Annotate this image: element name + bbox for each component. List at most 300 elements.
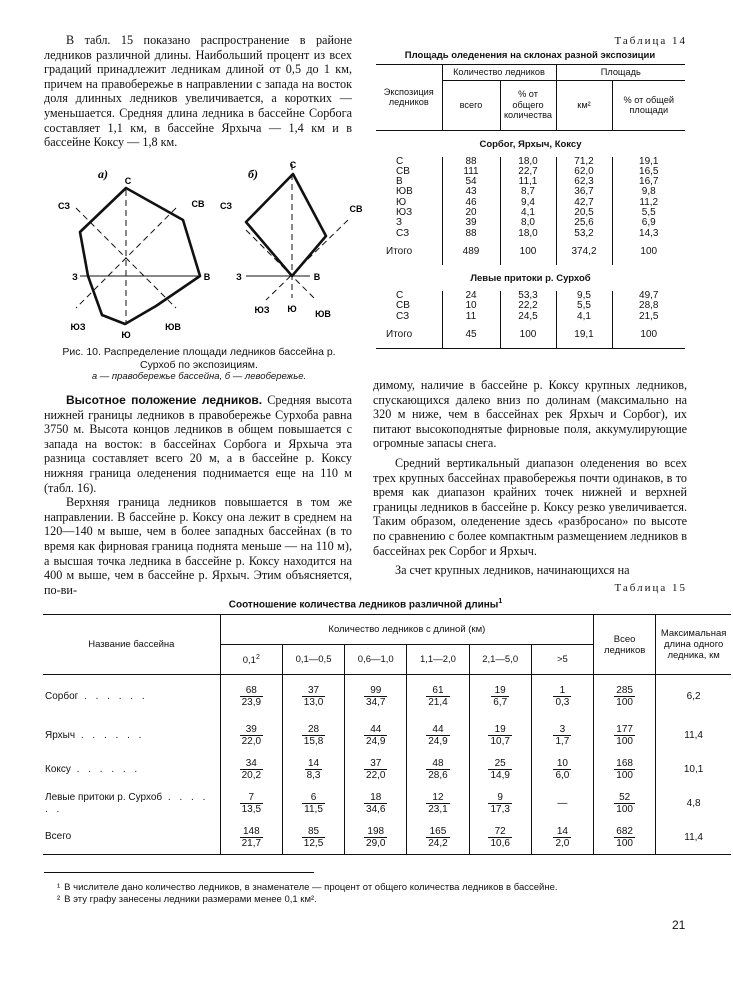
th15-col-label: >5 bbox=[556, 654, 568, 665]
fraction-denominator: 10,7 bbox=[490, 736, 510, 747]
fraction bbox=[488, 758, 511, 781]
dir-nw-b: СЗ bbox=[219, 201, 233, 211]
table14-row-cell: 21,5 bbox=[612, 312, 685, 322]
table14-row-cell: 53,3 bbox=[500, 291, 556, 301]
table14-total-2-cell: Итого bbox=[386, 329, 413, 341]
dir-nw-a: СЗ bbox=[57, 201, 71, 211]
total-cell bbox=[594, 753, 656, 787]
fraction bbox=[302, 826, 325, 849]
fraction bbox=[553, 685, 571, 708]
table15-row bbox=[43, 753, 731, 787]
dir-ne-a: СВ bbox=[191, 199, 205, 209]
fraction-numerator: 285 bbox=[616, 685, 633, 697]
table14-row-cell: 8,0 bbox=[500, 218, 556, 228]
left-middle-p1: Средняя высота нижней границы ледников в правобережье Сурхоба равна 3750 м. Высота концов ледников в общем повышается с запада на восток: в бассейнах Сорбога и Ярхыча эта разница составляет всего 20 м, а в бассейне р. Коксу нижняя граница оледенения поднимается еще на 110 м (табл. 16). bbox=[44, 393, 353, 495]
fraction-denominator: 100 bbox=[616, 770, 633, 781]
fraction-denominator: 24,2 bbox=[428, 837, 448, 849]
max-length-cell: 4,8 bbox=[656, 787, 731, 821]
fraction-numerator: 52 bbox=[614, 792, 635, 804]
basin-name-text: Сорбог bbox=[45, 690, 79, 702]
count-cell bbox=[531, 753, 593, 787]
footnote bbox=[57, 882, 687, 894]
footnote-text: В числителе дано количество ледников, в знаменателе — процент от общего количества ледников в бассейне. bbox=[64, 882, 558, 893]
th15-col bbox=[345, 645, 407, 675]
fraction-numerator: 34 bbox=[240, 758, 263, 770]
basin-name bbox=[43, 753, 220, 787]
count-cell bbox=[531, 821, 593, 855]
label-b: б) bbox=[248, 167, 258, 181]
count-cell bbox=[469, 675, 531, 719]
table14 bbox=[376, 64, 685, 349]
fraction bbox=[426, 826, 449, 849]
fraction-numerator: 10 bbox=[553, 758, 571, 770]
fraction bbox=[614, 758, 635, 781]
fraction-denominator: 12,5 bbox=[303, 837, 324, 849]
fraction bbox=[614, 685, 635, 708]
figure-10 bbox=[40, 160, 363, 340]
count-cell bbox=[469, 787, 531, 821]
th15-col bbox=[220, 645, 282, 675]
table14-section-1 bbox=[376, 130, 685, 157]
fraction-denominator: 24,9 bbox=[428, 736, 448, 747]
table15-row bbox=[43, 719, 731, 753]
exposure-diagrams bbox=[40, 160, 363, 345]
leader-dots: . . . . . . bbox=[75, 729, 145, 741]
fraction-denominator: 28,6 bbox=[428, 770, 448, 781]
table14-row-cell: 36,7 bbox=[556, 187, 612, 197]
fraction bbox=[426, 758, 449, 781]
fraction-numerator: 14 bbox=[553, 826, 571, 838]
table14-row-cell: 39 bbox=[442, 218, 500, 228]
fraction-denominator: 100 bbox=[616, 804, 633, 815]
diagram-a bbox=[58, 167, 211, 340]
table15 bbox=[43, 614, 731, 855]
total-cell bbox=[594, 719, 656, 753]
table14-row-cell: 88 bbox=[442, 157, 500, 167]
table14-row-cell: 5,5 bbox=[612, 208, 685, 218]
fraction-denominator: 100 bbox=[616, 736, 633, 747]
table14-row-cell: 49,7 bbox=[612, 291, 685, 301]
table14-row-cell: 14,3 bbox=[612, 229, 685, 239]
footnote-rule bbox=[44, 872, 314, 873]
fraction bbox=[240, 758, 263, 781]
table14-row-cell: 4,1 bbox=[556, 312, 612, 322]
table14-row-cell: ЮЗ bbox=[396, 206, 413, 218]
caption-legend: а — правобережье бассейна, б — левобережье. bbox=[91, 371, 307, 382]
th-pct-count: % от общего количества bbox=[500, 80, 556, 130]
table14-row-cell: 8,7 bbox=[500, 187, 556, 197]
basin-name-text: Всего bbox=[45, 831, 72, 843]
count-cell bbox=[345, 719, 407, 753]
leader-dots: . . . . . . bbox=[45, 791, 209, 815]
right-middle-p1: димому, наличие в бассейне р. Коксу крупных ледников, спускающихся далеко вниз по долинам (максимально на 320 м ниже, чем в бассейнах рек Ярхыч и Сорбог), их питают высокоподнятые фирновые поля, аккумулирующие огромные запасы снега. bbox=[373, 378, 687, 451]
fraction bbox=[364, 758, 387, 781]
table15-title bbox=[44, 598, 687, 610]
fraction-denominator: 23,9 bbox=[241, 697, 262, 709]
fraction-denominator: 29,0 bbox=[366, 837, 386, 849]
left-middle-text bbox=[44, 393, 352, 597]
fraction bbox=[488, 826, 511, 849]
fraction bbox=[553, 758, 571, 781]
fraction bbox=[553, 724, 571, 747]
basin-name-text: Ярхыч bbox=[45, 729, 76, 741]
th15-col bbox=[407, 645, 469, 675]
dir-sw-a: ЮЗ bbox=[70, 322, 86, 332]
table15-title-sup: 1 bbox=[498, 598, 503, 605]
fraction-numerator: 6 bbox=[302, 792, 325, 804]
max-length-cell: 11,4 bbox=[656, 821, 731, 855]
fraction-numerator: 72 bbox=[488, 826, 511, 838]
th15-col-label: 0,1—0,5 bbox=[295, 654, 332, 665]
table14-row-cell: 11 bbox=[442, 312, 500, 322]
fraction-numerator: 198 bbox=[364, 826, 387, 838]
footnote-mark: ¹ bbox=[57, 882, 61, 893]
right-middle-p3: За счет крупных ледников, начинающихся на bbox=[395, 563, 630, 578]
fraction-denominator: 24,9 bbox=[366, 736, 386, 747]
dir-e-b: В bbox=[313, 272, 321, 282]
fraction-denominator: 100 bbox=[616, 837, 633, 849]
fraction bbox=[614, 792, 635, 815]
table14-total-2-cell: 45 bbox=[442, 322, 500, 349]
count-cell bbox=[220, 675, 282, 719]
table15-title-text: Соотношение количества ледников различной длины bbox=[228, 599, 499, 611]
dir-se-b: ЮВ bbox=[315, 309, 331, 319]
dir-e-a: В bbox=[203, 272, 211, 282]
table14-total-1-cell: 100 bbox=[612, 239, 685, 265]
total-cell bbox=[594, 787, 656, 821]
right-middle-text bbox=[373, 378, 687, 578]
fraction bbox=[614, 826, 635, 849]
fraction-denominator: 22,0 bbox=[366, 770, 386, 781]
fraction-denominator: 0,3 bbox=[555, 697, 570, 709]
count-cell bbox=[345, 821, 407, 855]
polygon-a bbox=[80, 188, 200, 324]
right-middle-p2: Средний вертикальный диапазон оледенения во всех трех крупных бассейнах правобережья почти одинаков, в то время как диапазон крайних точек нижней и верхней границы ледников в бассейне р. Коксу резко увеличивается. Таким образом, оледенение здесь «разбросано» по высоте по сравнению с более компактным размещением ледников в бассейнах рек Сорбог и Ярхыч. bbox=[373, 455, 687, 558]
page-number: 21 bbox=[672, 918, 686, 932]
footnotes bbox=[57, 882, 687, 906]
polygon-b bbox=[246, 174, 326, 276]
table14-row-cell: 46 bbox=[442, 198, 500, 208]
count-cell bbox=[469, 719, 531, 753]
fraction-numerator: 37 bbox=[302, 685, 325, 697]
max-length-cell: 11,4 bbox=[656, 719, 731, 753]
leader-dots: . . . . . . bbox=[78, 690, 148, 702]
count-cell bbox=[345, 675, 407, 719]
table14-total-1 bbox=[376, 239, 685, 265]
table14-row-cell: 11,1 bbox=[500, 177, 556, 187]
fraction bbox=[553, 826, 571, 849]
fraction bbox=[364, 792, 387, 815]
count-cell bbox=[220, 719, 282, 753]
th15-group: Количество ледников с длиной (км) bbox=[220, 615, 593, 645]
fraction-numerator: 18 bbox=[364, 792, 387, 804]
footnote-text: В эту графу занесены ледники размерами менее 0,1 км². bbox=[64, 894, 317, 905]
empty-dash: — bbox=[557, 798, 568, 809]
fraction-numerator: 68 bbox=[240, 685, 263, 697]
count-cell bbox=[220, 753, 282, 787]
max-length-cell: 10,1 bbox=[656, 753, 731, 787]
th-area-group: Площадь bbox=[556, 65, 685, 81]
footnote-mark: ² bbox=[57, 894, 61, 905]
table15-row bbox=[43, 821, 731, 855]
count-cell bbox=[282, 821, 344, 855]
table14-row-cell: 16,7 bbox=[612, 177, 685, 187]
fraction-numerator: 1 bbox=[553, 685, 571, 697]
table14-section-2-label: Левые притоки р. Сурхоб bbox=[470, 273, 591, 285]
fraction bbox=[240, 792, 263, 815]
table14-row-cell: 4,1 bbox=[500, 208, 556, 218]
th15-max: Максимальная длина одного ледника, км bbox=[656, 615, 731, 675]
fraction-numerator: 28 bbox=[302, 724, 325, 736]
table15-row bbox=[43, 675, 731, 719]
table14-row-cell: С bbox=[396, 155, 404, 167]
fraction-numerator: 7 bbox=[240, 792, 263, 804]
intro-paragraph bbox=[44, 33, 352, 150]
th15-basin: Название бассейна bbox=[43, 615, 220, 675]
table14-row-cell: 24 bbox=[442, 291, 500, 301]
total-cell bbox=[594, 675, 656, 719]
count-cell bbox=[345, 787, 407, 821]
table14-total-2-cell: 100 bbox=[612, 322, 685, 349]
fraction-numerator: 177 bbox=[616, 724, 633, 735]
count-cell bbox=[345, 753, 407, 787]
fraction-denominator: 15,8 bbox=[303, 736, 324, 747]
basin-name-text: Коксу bbox=[45, 763, 71, 775]
fraction bbox=[614, 724, 635, 747]
count-cell bbox=[220, 787, 282, 821]
table14-row-cell: 54 bbox=[442, 177, 500, 187]
fraction-numerator: 12 bbox=[426, 792, 449, 804]
figure-caption bbox=[44, 346, 354, 384]
th15-col bbox=[531, 645, 593, 675]
table14-row-cell: 42,7 bbox=[556, 198, 612, 208]
table14-section-1-label: Сорбог, Ярхыч, Коксу bbox=[479, 138, 582, 150]
left-middle-p2: Верхняя граница ледников повышается в том же направлении. В бассейне р. Коксу она лежит в среднем на 120—140 м выше, чем в более западных бассейнах (в то время как фирновая граница поднята меньше — на 110 м), а высшая точка ледника в бассейне р. Коксу находится на 400 м выше, чем в бассейне р. Ярхыч. Этим объясняется, по-ви- bbox=[44, 495, 352, 597]
table14-row-cell: 19,1 bbox=[612, 157, 685, 167]
th-exposure: Экспозиция ледников bbox=[376, 65, 442, 131]
th15-col-label: 0,1 bbox=[242, 655, 256, 667]
table14-row-cell: 18,0 bbox=[500, 157, 556, 167]
fraction-numerator: 682 bbox=[616, 825, 633, 837]
fraction bbox=[488, 792, 511, 815]
fraction bbox=[426, 792, 449, 815]
fraction-denominator: 20,2 bbox=[241, 770, 262, 781]
count-cell bbox=[407, 753, 469, 787]
th15-total: Всео ледников bbox=[594, 615, 656, 675]
th-km2: км² bbox=[556, 80, 612, 130]
table14-row-cell: 6,9 bbox=[612, 218, 685, 228]
th15-col-sup: 2 bbox=[255, 654, 260, 662]
table14-title: Площадь оледенения на склонах разной экспозиции bbox=[404, 50, 656, 61]
basin-name bbox=[43, 787, 220, 821]
fraction-numerator: 44 bbox=[364, 724, 387, 736]
count-cell bbox=[531, 719, 593, 753]
fraction-numerator: 14 bbox=[305, 758, 323, 770]
table14-row-cell: 111 bbox=[442, 167, 500, 177]
th-total: всего bbox=[442, 80, 500, 130]
fraction bbox=[488, 724, 511, 747]
table14-row-cell: В bbox=[396, 176, 403, 188]
table15-row bbox=[43, 787, 731, 821]
fraction-numerator: 25 bbox=[488, 758, 511, 770]
fraction-numerator: 148 bbox=[240, 826, 263, 838]
fraction-denominator: 34,6 bbox=[366, 804, 386, 815]
fraction-denominator: 22,0 bbox=[241, 736, 262, 747]
table14-row bbox=[376, 229, 685, 239]
table14-row bbox=[376, 312, 685, 322]
leader-dots: . . . . . . bbox=[70, 763, 141, 775]
count-cell bbox=[531, 675, 593, 719]
basin-name bbox=[43, 675, 220, 719]
table14-row-cell: 71,2 bbox=[556, 157, 612, 167]
fraction-denominator: 14,9 bbox=[490, 770, 510, 781]
table14-row-cell: С bbox=[396, 290, 404, 302]
th15-col-label: 1,1—2,0 bbox=[420, 654, 456, 665]
fraction-denominator: 6,0 bbox=[555, 770, 570, 781]
total-cell bbox=[594, 821, 656, 855]
fraction-numerator: 19 bbox=[488, 724, 511, 736]
max-length-cell: 6,2 bbox=[656, 675, 731, 719]
table14-row-cell: СЗ bbox=[396, 310, 410, 322]
table15-label: Таблица 15 bbox=[614, 582, 687, 594]
table14-total-1-cell: 100 bbox=[500, 239, 556, 265]
caption-text: Рис. 10. Распределение площади ледников бассейна р. Сурхоб по экспозициям. bbox=[62, 346, 336, 371]
table14-row-cell: 88 bbox=[442, 229, 500, 239]
th-pct-area: % от общей площади bbox=[612, 80, 685, 130]
table14-row-cell: 43 bbox=[442, 187, 500, 197]
table14-row-cell: 20 bbox=[442, 208, 500, 218]
fraction-numerator: 19 bbox=[491, 685, 509, 697]
fraction-numerator: 165 bbox=[426, 826, 449, 838]
table14-total-1-cell: 489 bbox=[442, 239, 500, 265]
fraction-denominator: 34,7 bbox=[366, 697, 386, 709]
fraction-numerator: 39 bbox=[240, 724, 263, 736]
fraction-numerator: 3 bbox=[553, 724, 571, 736]
th-count-group: Количество ледников bbox=[442, 65, 556, 81]
table14-row-cell: З bbox=[396, 217, 403, 229]
fraction-denominator: 13,5 bbox=[241, 804, 262, 815]
fraction-denominator: 10,6 bbox=[490, 837, 510, 849]
fraction-denominator: 6,7 bbox=[493, 697, 508, 709]
basin-name bbox=[43, 719, 220, 753]
count-cell bbox=[407, 719, 469, 753]
dir-s-a: Ю bbox=[121, 330, 131, 340]
fraction bbox=[302, 724, 325, 747]
fraction bbox=[240, 724, 263, 747]
fraction-denominator: 2,0 bbox=[555, 837, 570, 849]
table14-section-2 bbox=[376, 265, 685, 291]
fraction bbox=[364, 724, 387, 747]
fraction-denominator: 8,3 bbox=[306, 770, 321, 781]
count-cell bbox=[469, 821, 531, 855]
fraction bbox=[302, 792, 325, 815]
table14-row-cell: 25,6 bbox=[556, 218, 612, 228]
count-cell bbox=[469, 753, 531, 787]
table14-row-cell: Ю bbox=[396, 196, 407, 208]
table14-row-cell: СВ bbox=[396, 165, 410, 177]
fraction-numerator: 85 bbox=[302, 826, 325, 838]
dir-s-b: Ю bbox=[287, 304, 297, 314]
table14-row-cell: 24,5 bbox=[500, 312, 556, 322]
fraction bbox=[302, 685, 325, 708]
diagram-b bbox=[220, 160, 363, 319]
dir-w-a: З bbox=[72, 272, 78, 282]
fraction bbox=[240, 685, 263, 708]
dir-ne-b: СВ bbox=[349, 204, 363, 214]
fraction bbox=[426, 724, 449, 747]
fraction-numerator: 99 bbox=[364, 685, 387, 697]
table14-row-cell: 18,0 bbox=[500, 229, 556, 239]
fraction bbox=[491, 685, 509, 708]
table14-row-cell: 9,5 bbox=[556, 291, 612, 301]
table14-row-cell: 16,5 bbox=[612, 167, 685, 177]
count-cell bbox=[531, 787, 593, 821]
fraction-denominator: 11,5 bbox=[304, 804, 323, 815]
fraction-denominator: 23,1 bbox=[428, 804, 448, 815]
count-cell bbox=[282, 675, 344, 719]
fraction-numerator: 61 bbox=[426, 685, 449, 697]
fraction-denominator: 17,3 bbox=[490, 804, 510, 815]
fraction-numerator: 37 bbox=[364, 758, 387, 770]
count-cell bbox=[282, 753, 344, 787]
table14-row-cell: СВ bbox=[396, 300, 410, 312]
th15-col bbox=[469, 645, 531, 675]
table14-total-2-cell: 19,1 bbox=[556, 322, 612, 349]
table14-row-cell: 20,5 bbox=[556, 208, 612, 218]
table14-row-cell: 28,8 bbox=[612, 301, 685, 311]
fraction-numerator: 168 bbox=[616, 758, 633, 769]
table14-row-cell: ЮВ bbox=[396, 186, 413, 198]
dir-se-a: ЮВ bbox=[165, 322, 181, 332]
table14-total-1-cell: 374,2 bbox=[556, 239, 612, 265]
table14-total-2 bbox=[376, 322, 685, 349]
table14-label: Таблица 14 bbox=[614, 35, 687, 47]
fraction-numerator: 48 bbox=[426, 758, 449, 770]
th15-col bbox=[282, 645, 344, 675]
section-heading: Высотное положение ледников. bbox=[66, 393, 263, 407]
fraction-denominator: 100 bbox=[616, 697, 633, 709]
fraction bbox=[426, 685, 449, 708]
fraction-numerator: 9 bbox=[488, 792, 511, 804]
fraction bbox=[240, 826, 263, 849]
count-cell bbox=[407, 675, 469, 719]
table14-row-cell: 62,0 bbox=[556, 167, 612, 177]
table14-row-cell: 53,2 bbox=[556, 229, 612, 239]
table14-row-cell: 22,2 bbox=[500, 301, 556, 311]
intro-text: В табл. 15 показано распространение в районе ледников различной длины. Наибольший процент из всех градаций принадлежит ледникам длиной от 0,5 до 1 км, причем на правобережье в направлении с запада на восток доля длинных ледников увеличивается, а коротких — уменьшается. Средняя длина ледника в бассейне Сорбога составляет 1,1 км, в бассейне Ярхыча — 1,4 км и в бассейне Коксу — 1,8 км. bbox=[44, 33, 352, 150]
dir-sw-b: ЮЗ bbox=[254, 305, 270, 315]
table14-row-cell: СЗ bbox=[396, 227, 410, 239]
dir-n-a: С bbox=[124, 176, 132, 186]
table14-row-cell: 11,2 bbox=[612, 198, 685, 208]
th15-col-label: 0,6—1,0 bbox=[357, 654, 394, 665]
table14-total-2-cell: 100 bbox=[500, 322, 556, 349]
th15-col-label: 2,1—5,0 bbox=[482, 654, 519, 665]
dir-w-b: З bbox=[236, 272, 242, 282]
table14-row-cell: 9,4 bbox=[500, 198, 556, 208]
count-cell bbox=[407, 787, 469, 821]
label-a: а) bbox=[98, 167, 108, 181]
fraction-denominator: 1,7 bbox=[555, 736, 570, 747]
table14-row-cell: 9,8 bbox=[612, 187, 685, 197]
count-cell bbox=[282, 787, 344, 821]
dir-n-b: С bbox=[289, 160, 297, 170]
fraction-denominator: 13,0 bbox=[303, 697, 324, 709]
count-cell bbox=[282, 719, 344, 753]
fraction bbox=[364, 826, 387, 849]
fraction bbox=[305, 758, 323, 781]
count-cell bbox=[407, 821, 469, 855]
